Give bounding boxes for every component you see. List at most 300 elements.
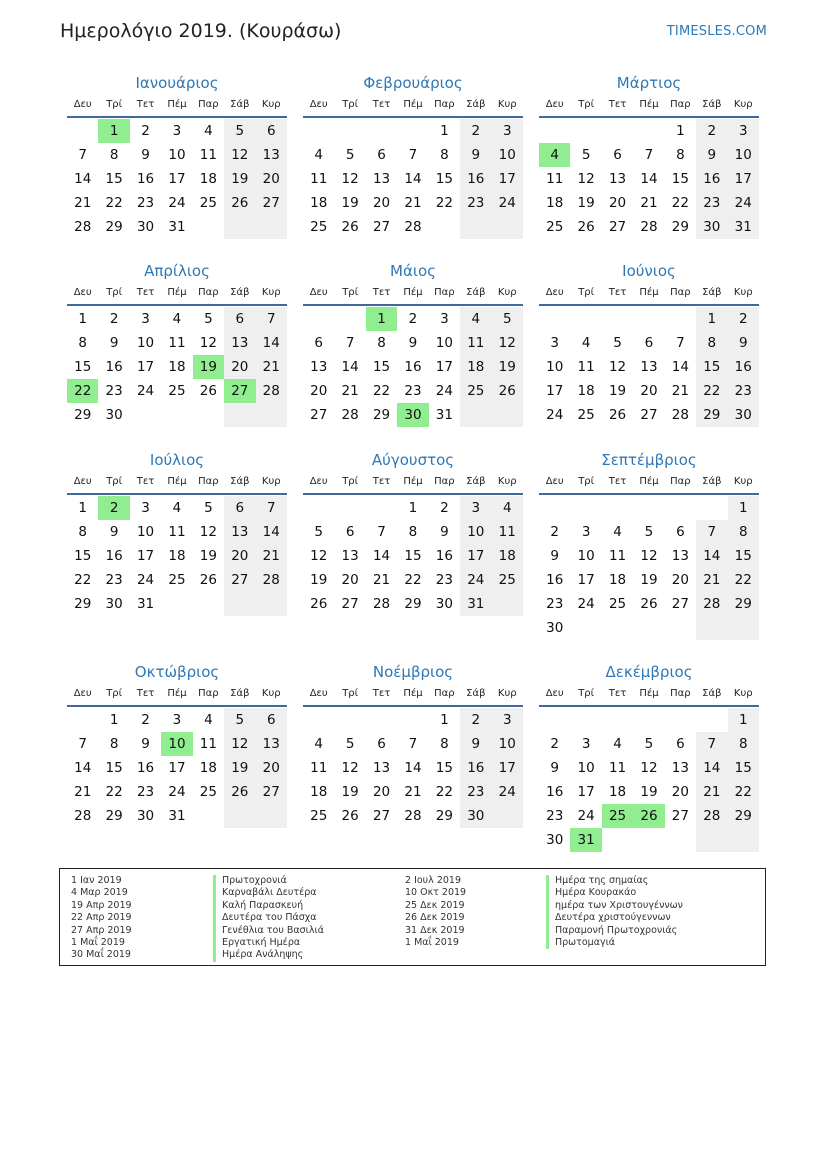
day-cell: 21 — [341, 383, 359, 399]
day-cell: 19 — [577, 195, 595, 211]
day-cell: 13 — [224, 331, 255, 355]
empty-cell — [728, 616, 759, 640]
weekday-label: Τετ — [372, 688, 391, 699]
weekday-label: Κυρ — [497, 476, 517, 487]
day-cell: 2 — [550, 736, 559, 752]
day-cell: 12 — [640, 548, 658, 564]
day-cell: 18 — [460, 355, 491, 379]
empty-cell — [334, 307, 365, 331]
day-cell: 25 — [310, 808, 328, 824]
empty-cell — [303, 708, 334, 732]
day-cell: 27 — [224, 379, 255, 403]
week-row — [539, 191, 759, 215]
legend-dates-right — [405, 875, 466, 949]
empty-cell — [366, 119, 397, 143]
weekday-label: Πέμ — [167, 287, 187, 298]
day-cell: 22 — [74, 572, 92, 588]
day-cell: 18 — [608, 572, 627, 588]
weekday-label: Δευ — [73, 99, 92, 110]
weekday-label: Παρ — [670, 99, 691, 110]
empty-cell — [366, 496, 397, 520]
day-cell: 3 — [581, 736, 591, 752]
weekday-label: Τρί — [578, 287, 595, 298]
weekday-label: Τρί — [342, 688, 359, 699]
day-cell: 18 — [199, 171, 217, 187]
weekday-label: Παρ — [670, 688, 691, 699]
month-name: Νοέμβριος — [372, 663, 454, 681]
day-cell: 22 — [728, 568, 759, 592]
day-cell: 22 — [435, 195, 453, 211]
day-cell: 6 — [676, 524, 685, 540]
day-cell: 5 — [581, 147, 591, 163]
weekday-label: Τετ — [136, 287, 155, 298]
day-cell: 28 — [696, 592, 727, 616]
weekday-label: Παρ — [434, 688, 455, 699]
empty-cell — [366, 708, 397, 732]
empty-cell — [696, 708, 727, 732]
day-cell: 20 — [640, 383, 658, 399]
week-row — [303, 191, 523, 215]
day-cell: 28 — [696, 804, 727, 828]
day-cell: 16 — [404, 359, 422, 375]
day-cell: 14 — [372, 548, 391, 564]
legend-holiday-name: Παραμονή Πρωτοχρονιάς — [546, 925, 683, 937]
empty-cell — [334, 119, 365, 143]
day-cell: 26 — [310, 596, 328, 612]
week-row — [303, 496, 523, 520]
day-cell: 29 — [105, 808, 123, 824]
day-cell: 22 — [372, 383, 391, 399]
weekday-label: Σάβ — [466, 99, 486, 110]
week-row — [539, 167, 759, 191]
day-cell: 20 — [224, 355, 255, 379]
day-cell: 26 — [341, 808, 359, 824]
weekday-label: Πέμ — [403, 287, 423, 298]
day-cell: 2 — [440, 500, 449, 516]
empty-cell — [397, 708, 428, 732]
day-cell: 20 — [310, 383, 328, 399]
empty-cell — [665, 828, 696, 852]
day-cell: 4 — [492, 496, 523, 520]
weekday-label: Τετ — [136, 99, 155, 110]
day-cell: 11 — [168, 335, 186, 351]
empty-cell — [429, 215, 460, 239]
week-row — [303, 756, 523, 780]
week-row — [67, 119, 287, 143]
weekday-label: Σάβ — [702, 287, 722, 298]
day-cell: 16 — [546, 572, 564, 588]
day-cell: 29 — [74, 596, 92, 612]
weekday-label: Τρί — [578, 99, 595, 110]
day-cell: 13 — [372, 171, 391, 187]
day-cell: 13 — [341, 548, 359, 564]
weekday-label: Δευ — [309, 476, 328, 487]
day-cell: 7 — [78, 736, 87, 752]
day-cell: 4 — [613, 736, 622, 752]
legend-holiday-date: 27 Απρ 2019 — [71, 924, 132, 936]
day-cell: 30 — [696, 215, 727, 239]
day-cell: 16 — [460, 756, 491, 780]
day-cell: 29 — [728, 592, 759, 616]
day-cell: 26 — [492, 379, 523, 403]
day-cell: 24 — [136, 383, 155, 399]
weekday-label: Δευ — [73, 287, 92, 298]
week-row — [539, 403, 759, 427]
day-cell: 21 — [74, 784, 92, 800]
weekday-label: Παρ — [434, 476, 455, 487]
weekday-label: Κυρ — [261, 476, 281, 487]
day-cell: 30 — [460, 804, 491, 828]
week-row — [67, 780, 287, 804]
empty-cell — [492, 403, 523, 427]
day-cell: 20 — [372, 784, 391, 800]
day-cell: 26 — [640, 596, 658, 612]
brand-link[interactable]: TIMESLES.COM — [666, 24, 767, 39]
day-cell: 1 — [408, 500, 418, 516]
weekday-label: Δευ — [545, 476, 564, 487]
empty-cell — [334, 496, 365, 520]
day-cell: 19 — [224, 756, 255, 780]
week-row — [67, 520, 287, 544]
day-cell: 15 — [404, 548, 422, 564]
month-block — [539, 661, 759, 852]
day-cell: 6 — [256, 708, 287, 732]
day-cell: 11 — [546, 171, 564, 187]
empty-cell — [633, 828, 664, 852]
day-cell: 10 — [728, 143, 759, 167]
weekday-label: Τρί — [578, 476, 595, 487]
day-cell: 23 — [546, 596, 564, 612]
day-cell: 17 — [728, 167, 759, 191]
day-cell: 10 — [168, 147, 186, 163]
day-cell: 21 — [372, 572, 391, 588]
day-cell: 29 — [105, 219, 123, 235]
day-cell: 30 — [105, 596, 123, 612]
day-cell: 18 — [546, 195, 564, 211]
day-cell: 5 — [613, 335, 622, 351]
day-cell: 24 — [460, 568, 491, 592]
week-row — [539, 544, 759, 568]
day-cell: 21 — [696, 568, 727, 592]
day-cell: 9 — [109, 335, 119, 351]
day-cell: 9 — [440, 524, 449, 540]
weekday-label: Κυρ — [261, 99, 281, 110]
week-row — [303, 119, 523, 143]
day-cell: 21 — [671, 383, 689, 399]
day-cell: 6 — [644, 335, 654, 351]
day-cell: 14 — [341, 359, 359, 375]
week-row — [539, 215, 759, 239]
day-cell: 21 — [640, 195, 658, 211]
day-cell: 3 — [172, 123, 182, 139]
day-cell: 2 — [728, 307, 759, 331]
month-name: Φεβρουάριος — [363, 74, 463, 92]
weekday-label: Τετ — [608, 688, 627, 699]
day-cell: 16 — [105, 359, 123, 375]
month-block — [303, 72, 523, 239]
legend-holiday-date: 1 Ιαν 2019 — [71, 875, 122, 886]
week-row — [67, 592, 287, 616]
weekday-label: Πέμ — [167, 688, 187, 699]
day-cell: 18 — [492, 544, 523, 568]
week-row — [303, 544, 523, 568]
day-cell: 5 — [314, 524, 323, 540]
day-cell: 19 — [224, 167, 255, 191]
empty-cell — [224, 403, 255, 427]
weekday-label: Πέμ — [639, 99, 659, 110]
day-cell: 27 — [256, 191, 287, 215]
day-cell: 17 — [492, 167, 523, 191]
weekday-label: Δευ — [73, 476, 92, 487]
day-cell: 29 — [435, 808, 453, 824]
legend-dates-left — [71, 875, 132, 962]
day-cell: 11 — [608, 760, 627, 776]
day-cell: 16 — [460, 167, 491, 191]
month-name: Μάιος — [390, 262, 436, 280]
day-cell: 4 — [613, 524, 622, 540]
day-cell: 12 — [341, 171, 359, 187]
day-cell: 28 — [372, 596, 391, 612]
day-cell: 6 — [314, 335, 323, 351]
day-cell: 12 — [608, 359, 627, 375]
empty-cell — [633, 496, 664, 520]
day-cell: 19 — [199, 548, 217, 564]
day-cell: 31 — [460, 592, 491, 616]
legend-holiday-date: 22 Απρ 2019 — [71, 912, 132, 924]
day-cell: 21 — [404, 195, 422, 211]
day-cell: 5 — [345, 147, 355, 163]
day-cell: 6 — [676, 736, 685, 752]
day-cell: 18 — [310, 784, 328, 800]
month-name: Ιανουάριος — [135, 74, 219, 92]
day-cell: 27 — [256, 780, 287, 804]
empty-cell — [602, 828, 633, 852]
empty-cell — [665, 307, 696, 331]
week-row — [539, 379, 759, 403]
day-cell: 24 — [577, 596, 595, 612]
weekday-label: Τετ — [608, 476, 627, 487]
day-cell: 13 — [608, 171, 627, 187]
day-cell: 10 — [492, 143, 523, 167]
weekday-label: Τρί — [578, 688, 595, 699]
week-row — [303, 355, 523, 379]
week-row — [303, 379, 523, 403]
empty-cell — [224, 215, 255, 239]
day-cell: 18 — [608, 784, 627, 800]
empty-cell — [696, 496, 727, 520]
day-cell: 13 — [310, 359, 328, 375]
empty-cell — [696, 828, 727, 852]
weekday-label: Τετ — [608, 99, 627, 110]
empty-cell — [539, 496, 570, 520]
month-name: Σεπτέμβριος — [601, 451, 697, 469]
weekday-label: Σάβ — [230, 287, 250, 298]
empty-cell — [570, 616, 601, 640]
weekday-label: Σάβ — [466, 287, 486, 298]
day-cell: 3 — [492, 119, 523, 143]
day-cell: 22 — [671, 195, 689, 211]
week-row — [539, 119, 759, 143]
day-cell: 20 — [608, 195, 627, 211]
day-cell: 8 — [109, 736, 119, 752]
day-cell: 29 — [671, 219, 689, 235]
day-cell: 20 — [671, 784, 689, 800]
legend-holiday-date: 1 Μαΐ 2019 — [71, 936, 125, 948]
weekday-label: Παρ — [198, 287, 219, 298]
weekday-label: Τρί — [106, 99, 123, 110]
legend-holiday-name: Εργατική Ημέρα — [213, 937, 324, 949]
day-cell: 24 — [435, 383, 453, 399]
weekday-label: Σάβ — [702, 688, 722, 699]
weekday-label: Δευ — [545, 287, 564, 298]
day-cell: 10 — [161, 732, 192, 756]
legend-holiday-date: 31 Δεκ 2019 — [405, 924, 465, 936]
day-cell: 23 — [728, 379, 759, 403]
weekday-label: Παρ — [198, 476, 219, 487]
day-cell: 28 — [341, 407, 359, 423]
day-cell: 17 — [168, 171, 186, 187]
day-cell: 17 — [492, 756, 523, 780]
day-cell: 4 — [314, 147, 323, 163]
day-cell: 24 — [492, 780, 523, 804]
day-cell: 15 — [435, 171, 453, 187]
legend-holiday-date: 4 Μαρ 2019 — [71, 887, 128, 899]
month-block — [303, 449, 523, 616]
day-cell: 28 — [256, 379, 287, 403]
day-cell: 1 — [440, 712, 449, 728]
week-row — [539, 732, 759, 756]
week-row — [303, 732, 523, 756]
weekday-label: Τετ — [136, 476, 155, 487]
legend-holiday-date: 30 Μαΐ 2019 — [71, 949, 131, 961]
day-cell: 3 — [141, 500, 150, 516]
day-cell: 11 — [199, 736, 217, 752]
day-cell: 23 — [546, 808, 564, 824]
day-cell: 2 — [550, 524, 559, 540]
week-row — [303, 568, 523, 592]
week-row — [303, 143, 523, 167]
day-cell: 14 — [74, 171, 92, 187]
day-cell: 30 — [397, 403, 428, 427]
weekday-label: Δευ — [545, 99, 564, 110]
day-cell: 27 — [671, 596, 689, 612]
day-cell: 12 — [577, 171, 595, 187]
week-row — [539, 496, 759, 520]
day-cell: 17 — [168, 760, 186, 776]
day-cell: 12 — [224, 143, 255, 167]
day-cell: 26 — [199, 572, 217, 588]
day-cell: 31 — [435, 407, 453, 423]
month-name: Απρίλιος — [144, 262, 210, 280]
day-cell: 25 — [608, 596, 627, 612]
day-cell: 24 — [168, 195, 186, 211]
weekday-label: Κυρ — [733, 99, 753, 110]
day-cell: 1 — [696, 307, 727, 331]
empty-cell — [193, 804, 224, 828]
day-cell: 23 — [105, 383, 123, 399]
empty-cell — [633, 307, 664, 331]
day-cell: 15 — [74, 359, 92, 375]
day-cell: 21 — [696, 780, 727, 804]
day-cell: 10 — [136, 524, 155, 540]
day-cell: 5 — [204, 311, 213, 327]
empty-cell — [460, 403, 491, 427]
legend-holiday-name: Δευτέρα του Πάσχα — [213, 912, 324, 924]
day-cell: 22 — [696, 379, 727, 403]
day-cell: 8 — [696, 331, 727, 355]
day-cell: 25 — [460, 379, 491, 403]
empty-cell — [256, 804, 287, 828]
day-cell: 17 — [577, 572, 595, 588]
month-block — [67, 260, 287, 427]
day-cell: 13 — [256, 143, 287, 167]
day-cell: 9 — [141, 736, 150, 752]
empty-cell — [570, 708, 601, 732]
day-cell: 2 — [141, 123, 150, 139]
month-block — [303, 260, 523, 427]
day-cell: 2 — [460, 119, 491, 143]
day-cell: 23 — [105, 572, 123, 588]
week-row — [303, 403, 523, 427]
day-cell: 4 — [204, 123, 213, 139]
weekday-label: Κυρ — [497, 287, 517, 298]
day-cell: 15 — [728, 756, 759, 780]
day-cell: 27 — [671, 808, 689, 824]
month-block — [67, 72, 287, 239]
weekday-label: Δευ — [545, 688, 564, 699]
day-cell: 1 — [440, 123, 449, 139]
day-cell: 1 — [676, 123, 685, 139]
day-cell: 7 — [408, 147, 418, 163]
weekday-label: Παρ — [434, 99, 455, 110]
day-cell: 3 — [141, 311, 150, 327]
day-cell: 4 — [172, 311, 182, 327]
weekday-label: Κυρ — [733, 476, 753, 487]
day-cell: 30 — [105, 407, 123, 423]
week-row — [67, 307, 287, 331]
day-cell: 20 — [256, 756, 287, 780]
day-cell: 11 — [460, 331, 491, 355]
week-row — [539, 616, 759, 640]
legend-names-left — [213, 875, 324, 962]
empty-cell — [193, 403, 224, 427]
week-row — [67, 708, 287, 732]
day-cell: 4 — [204, 712, 213, 728]
weekday-header — [67, 94, 287, 118]
day-cell: 30 — [136, 219, 155, 235]
day-cell: 30 — [136, 808, 155, 824]
day-cell: 28 — [671, 407, 689, 423]
day-cell: 20 — [341, 572, 359, 588]
day-cell: 11 — [608, 548, 627, 564]
day-cell: 5 — [204, 500, 213, 516]
day-cell: 20 — [224, 544, 255, 568]
day-cell: 6 — [377, 147, 386, 163]
day-cell: 9 — [728, 331, 759, 355]
day-cell: 1 — [98, 119, 129, 143]
day-cell: 6 — [224, 307, 255, 331]
empty-cell — [633, 616, 664, 640]
day-cell: 7 — [696, 732, 727, 756]
day-cell: 23 — [404, 383, 422, 399]
day-cell: 18 — [199, 760, 217, 776]
day-cell: 5 — [492, 307, 523, 331]
day-cell: 14 — [256, 520, 287, 544]
day-cell: 15 — [74, 548, 92, 564]
day-cell: 27 — [608, 219, 627, 235]
day-cell: 11 — [168, 524, 186, 540]
day-cell: 14 — [640, 171, 658, 187]
